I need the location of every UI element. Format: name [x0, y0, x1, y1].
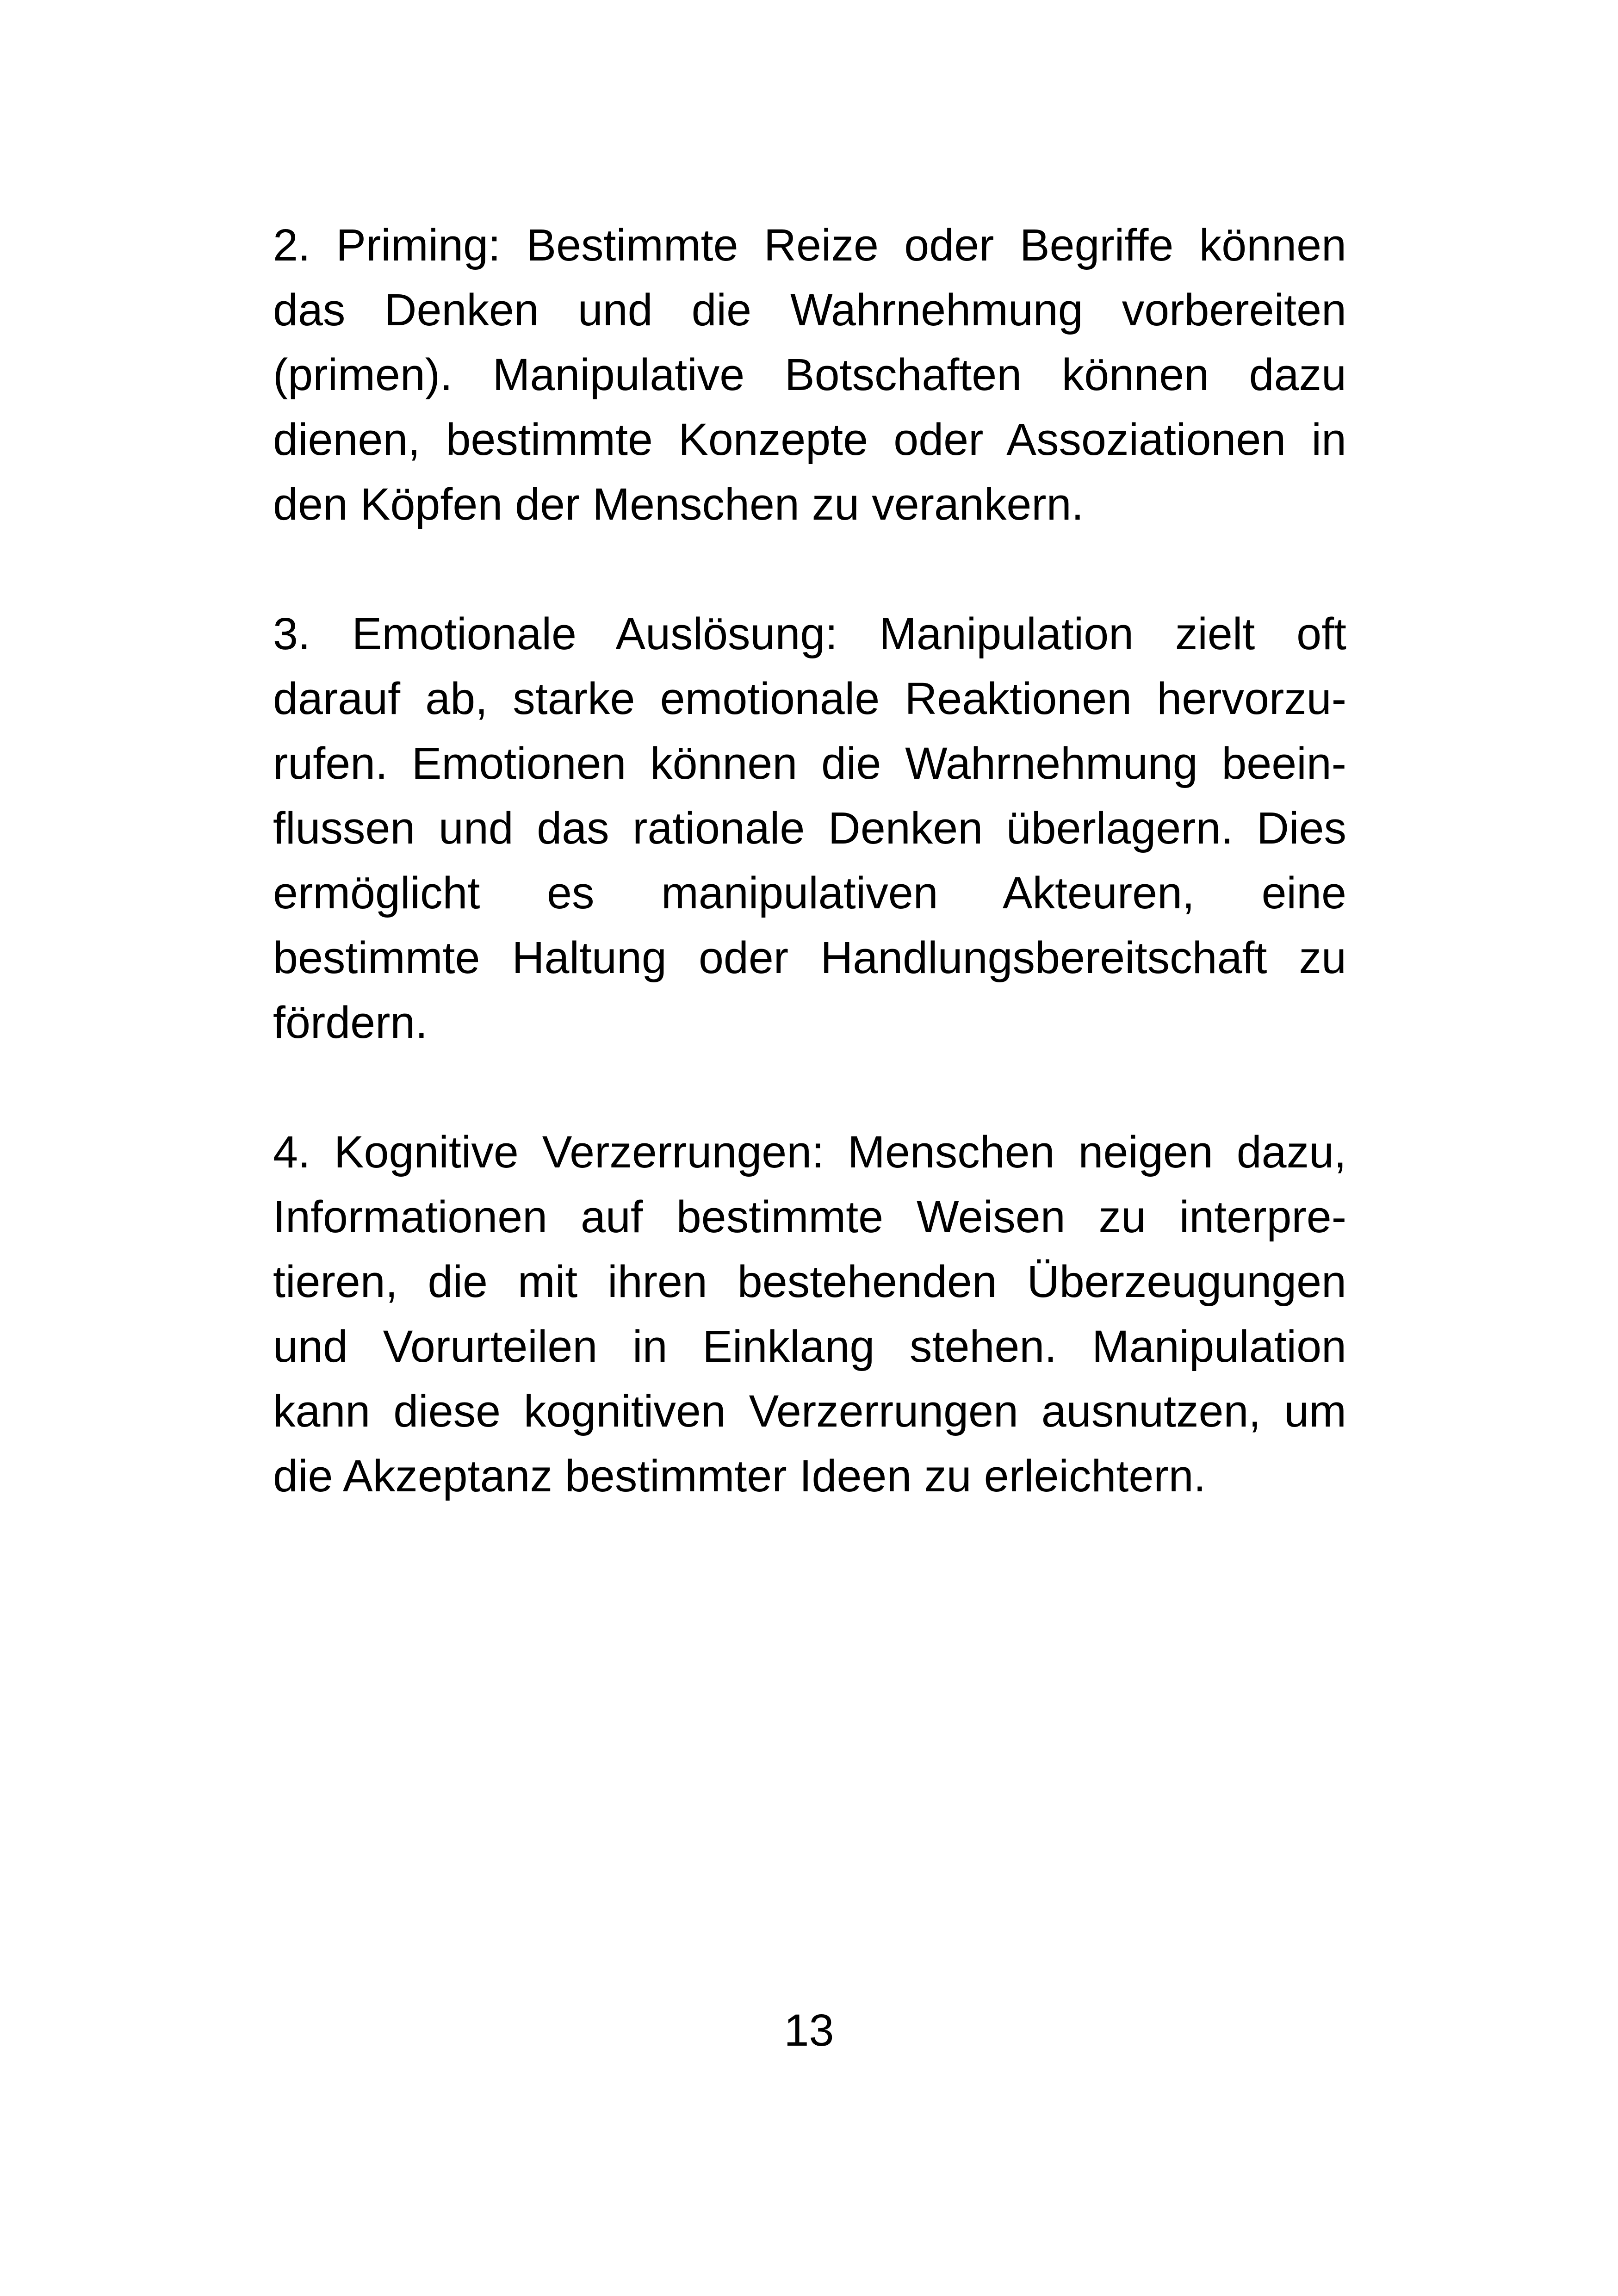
text-line: flussen und das rationale Denken überlagern. Dies — [273, 803, 1346, 853]
text-line: dienen, bestimmte Konzepte oder Assoziationen in — [273, 414, 1346, 465]
paragraph-emotionale-ausloesung — [273, 602, 1346, 1055]
text-line: den Köpfen der Menschen zu verankern. — [273, 479, 1084, 529]
text-line: darauf ab, starke emotionale Reaktionen hervorzu- — [273, 673, 1346, 724]
text-line: das Denken und die Wahrnehmung vorbereiten — [273, 285, 1346, 335]
paragraph-kognitive-verzerrungen — [273, 1120, 1346, 1508]
text-line: tieren, die mit ihren bestehenden Überzeugungen — [273, 1256, 1346, 1307]
page-number: 13 — [784, 2005, 834, 2055]
text-line: 2. Priming: Bestimmte Reize oder Begriffe können — [273, 220, 1346, 270]
text-line: fördern. — [273, 997, 428, 1048]
text-line: bestimmte Haltung oder Handlungsbereitschaft zu — [273, 932, 1346, 983]
text-line: 4. Kognitive Verzerrungen: Menschen neigen dazu, — [273, 1127, 1346, 1177]
text-line: kann diese kognitiven Verzerrungen ausnutzen, um — [273, 1386, 1346, 1436]
text-line: (primen). Manipulative Botschaften können dazu — [273, 349, 1346, 400]
text-line: rufen. Emotionen können die Wahrnehmung beein- — [273, 738, 1346, 788]
body-text — [273, 213, 1346, 1573]
paragraph-priming — [273, 213, 1346, 537]
text-line: Informationen auf bestimmte Weisen zu interpre- — [273, 1191, 1346, 1242]
text-line: ermöglicht es manipulativen Akteuren, eine — [273, 868, 1346, 918]
text-line: und Vorurteilen in Einklang stehen. Manipulation — [273, 1321, 1346, 1371]
text-line: die Akzeptanz bestimmter Ideen zu erleichtern. — [273, 1451, 1206, 1501]
text-line: 3. Emotionale Auslösung: Manipulation zielt oft — [273, 608, 1346, 659]
